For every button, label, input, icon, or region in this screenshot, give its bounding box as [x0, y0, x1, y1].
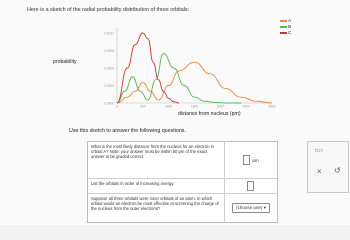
- x-tick-label: 500: [140, 104, 146, 109]
- x-ticks: [116, 105, 276, 109]
- y-tick-label: 0.0000: [104, 101, 114, 106]
- x-tick-label: 0: [116, 104, 118, 109]
- orbital-select[interactable]: [232, 203, 270, 213]
- legend-swatch: [280, 20, 287, 21]
- x-tick-label: 2500: [242, 104, 250, 109]
- chevron-down-icon: ▾: [263, 205, 266, 210]
- question-text: What is the most likely distance from the nucleus for an electron in orbital A? Note: your answer must be within 50 pm of the exact answer to be graded correct.: [91, 144, 214, 160]
- answer-cell: [224, 142, 277, 178]
- question-row: [88, 178, 277, 193]
- y-tick-label: 0.0012: [104, 31, 114, 36]
- x-tick-label: 3000: [268, 104, 276, 109]
- series-lines: [117, 33, 272, 103]
- legend-label: B: [288, 24, 292, 30]
- x-tick-label: 1000: [165, 104, 173, 109]
- superscript-tool-icon[interactable]: □.□: [315, 148, 323, 154]
- legend-label: A: [288, 18, 292, 24]
- legend-label: C: [288, 30, 292, 36]
- intro-text: Here is a sketch of the radial probability distribution of three orbitals:: [27, 7, 190, 13]
- y-tick-label: 0.0009: [104, 48, 114, 53]
- close-icon[interactable]: ×: [317, 167, 322, 176]
- questions-table: [87, 141, 278, 223]
- y-axis-label: probability: [53, 59, 77, 65]
- series-line-c: [117, 33, 179, 103]
- instructions-text: Use this sketch to answer the following questions.: [69, 128, 186, 134]
- question-row: [88, 193, 277, 222]
- question-text: List the orbitals in order of increasing energy:: [91, 181, 175, 186]
- y-tick-label: 0.0006: [104, 66, 114, 71]
- answer-cell: [224, 194, 277, 222]
- series-line-b: [117, 53, 241, 103]
- question-row: [88, 142, 277, 178]
- chart-legend: [280, 18, 294, 36]
- y-tick-label: 0.0003: [104, 83, 114, 88]
- tool-panel: [307, 141, 349, 193]
- undo-icon[interactable]: ↺: [334, 166, 341, 175]
- legend-swatch: [280, 26, 287, 27]
- x-axis-label: distance from nucleus (pm): [178, 111, 241, 117]
- distance-input[interactable]: [243, 155, 250, 165]
- answer-cell: [224, 179, 277, 193]
- select-value: (choose one): [236, 205, 263, 210]
- order-input[interactable]: [247, 181, 254, 191]
- x-tick-label: 2000: [216, 104, 224, 109]
- x-tick-label: 1500: [190, 104, 199, 109]
- legend-item-c: [280, 30, 294, 36]
- question-text: Suppose all three orbitals were inner orbitals of an atom. In which orbital would an electron be most effective at screening the charge of the nucleus from the outer electrons?: [91, 196, 219, 212]
- y-ticks: [104, 31, 114, 105]
- unit-label: pm: [252, 157, 259, 163]
- legend-swatch: [280, 32, 287, 33]
